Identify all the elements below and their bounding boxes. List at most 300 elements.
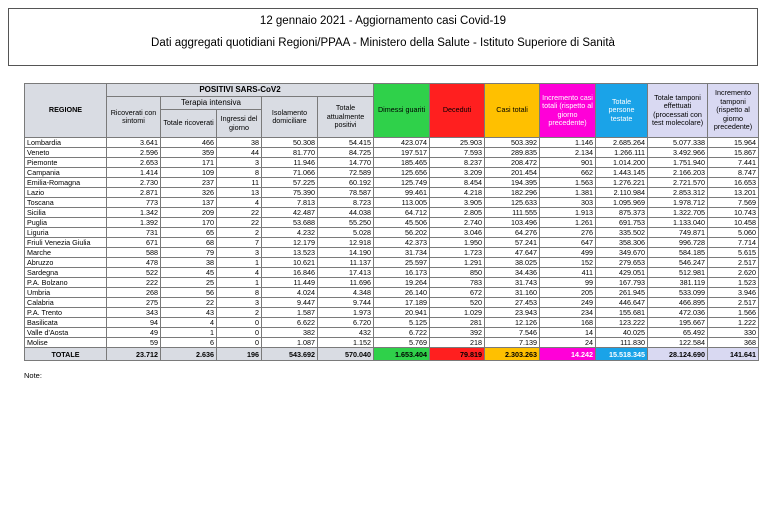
cell-incremento-casi: 234 xyxy=(540,308,596,318)
cell-ricoverati: 268 xyxy=(107,288,161,298)
cell-isolamento: 4.024 xyxy=(262,288,318,298)
cell-totale-ricoverati: 109 xyxy=(161,168,217,178)
cell-incremento-casi: 168 xyxy=(540,318,596,328)
cell-persone-testate: 2.685.264 xyxy=(596,138,648,148)
cell-deceduti: 3.905 xyxy=(430,198,485,208)
cell-ingressi: 1 xyxy=(217,258,262,268)
cell-totale-ricoverati: 68 xyxy=(161,238,217,248)
cell-deceduti: 25.903 xyxy=(430,138,485,148)
covid-data-table xyxy=(24,83,759,361)
header-totale-positivi: Totale attualmente positivi xyxy=(318,97,374,138)
cell-totale-ricoverati: 170 xyxy=(161,218,217,228)
cell-dimessi: 26.140 xyxy=(374,288,430,298)
cell-region-name: Toscana xyxy=(25,198,107,208)
cell-deceduti: 4.218 xyxy=(430,188,485,198)
cell-casi-totali: 7.139 xyxy=(485,338,540,348)
cell-totale-positivi: 72.589 xyxy=(318,168,374,178)
cell-casi-totali: 31.743 xyxy=(485,278,540,288)
cell-totale-ricoverati: 56 xyxy=(161,288,217,298)
cell-dimessi: 6.722 xyxy=(374,328,430,338)
cell-ricoverati: 94 xyxy=(107,318,161,328)
cell-casi-totali: 57.241 xyxy=(485,238,540,248)
cell-incremento-casi: 411 xyxy=(540,268,596,278)
cell-persone-testate: 429.051 xyxy=(596,268,648,278)
total-totale-ricoverati: 2.636 xyxy=(161,348,217,361)
cell-incremento-tamponi: 15.867 xyxy=(708,148,759,158)
cell-ingressi: 4 xyxy=(217,198,262,208)
cell-persone-testate: 875.373 xyxy=(596,208,648,218)
cell-ingressi: 8 xyxy=(217,168,262,178)
cell-incremento-casi: 152 xyxy=(540,258,596,268)
cell-persone-testate: 1.014.200 xyxy=(596,158,648,168)
table-row xyxy=(25,148,759,158)
cell-deceduti: 2.805 xyxy=(430,208,485,218)
cell-region-name: Sardegna xyxy=(25,268,107,278)
cell-tamponi: 2.166.203 xyxy=(648,168,708,178)
cell-ricoverati: 1.342 xyxy=(107,208,161,218)
cell-isolamento: 7.813 xyxy=(262,198,318,208)
cell-dimessi: 125.656 xyxy=(374,168,430,178)
table-row xyxy=(25,278,759,288)
table-row xyxy=(25,158,759,168)
header-positivi-group: POSITIVI SARS-CoV2 xyxy=(107,84,374,97)
cell-totale-ricoverati: 326 xyxy=(161,188,217,198)
table-row xyxy=(25,298,759,308)
cell-totale-ricoverati: 209 xyxy=(161,208,217,218)
table-row xyxy=(25,258,759,268)
cell-casi-totali: 503.392 xyxy=(485,138,540,148)
table-row xyxy=(25,238,759,248)
cell-incremento-tamponi: 1.523 xyxy=(708,278,759,288)
cell-deceduti: 783 xyxy=(430,278,485,288)
cell-isolamento: 4.232 xyxy=(262,228,318,238)
table-row xyxy=(25,218,759,228)
cell-region-name: P.A. Trento xyxy=(25,308,107,318)
cell-incremento-tamponi: 13.201 xyxy=(708,188,759,198)
cell-totale-positivi: 9.744 xyxy=(318,298,374,308)
cell-ricoverati: 2.596 xyxy=(107,148,161,158)
cell-dimessi: 17.189 xyxy=(374,298,430,308)
cell-region-name: Emilia-Romagna xyxy=(25,178,107,188)
cell-tamponi: 512.981 xyxy=(648,268,708,278)
cell-totale-positivi: 14.190 xyxy=(318,248,374,258)
table-row xyxy=(25,188,759,198)
cell-incremento-casi: 1.261 xyxy=(540,218,596,228)
cell-isolamento: 382 xyxy=(262,328,318,338)
cell-incremento-casi: 1.146 xyxy=(540,138,596,148)
cell-totale-positivi: 6.720 xyxy=(318,318,374,328)
cell-dimessi: 16.173 xyxy=(374,268,430,278)
cell-ricoverati: 59 xyxy=(107,338,161,348)
cell-totale-positivi: 12.918 xyxy=(318,238,374,248)
cell-isolamento: 57.225 xyxy=(262,178,318,188)
cell-region-name: Piemonte xyxy=(25,158,107,168)
table-row xyxy=(25,228,759,238)
cell-isolamento: 1.587 xyxy=(262,308,318,318)
cell-isolamento: 13.523 xyxy=(262,248,318,258)
cell-region-name: Sicilia xyxy=(25,208,107,218)
total-ingressi: 196 xyxy=(217,348,262,361)
cell-persone-testate: 1.266.111 xyxy=(596,148,648,158)
cell-incremento-tamponi: 7.569 xyxy=(708,198,759,208)
cell-incremento-tamponi: 5.060 xyxy=(708,228,759,238)
cell-ingressi: 0 xyxy=(217,338,262,348)
total-incremento-tamponi: 141.641 xyxy=(708,348,759,361)
cell-deceduti: 8.454 xyxy=(430,178,485,188)
cell-dimessi: 5.125 xyxy=(374,318,430,328)
table-row xyxy=(25,268,759,278)
total-region-name: TOTALE xyxy=(25,348,107,361)
cell-persone-testate: 349.670 xyxy=(596,248,648,258)
cell-isolamento: 16.846 xyxy=(262,268,318,278)
cell-ricoverati: 588 xyxy=(107,248,161,258)
cell-ingressi: 0 xyxy=(217,328,262,338)
cell-tamponi: 2.721.570 xyxy=(648,178,708,188)
cell-dimessi: 20.941 xyxy=(374,308,430,318)
cell-tamponi: 3.492.966 xyxy=(648,148,708,158)
cell-isolamento: 42.487 xyxy=(262,208,318,218)
table-row xyxy=(25,248,759,258)
cell-incremento-casi: 249 xyxy=(540,298,596,308)
cell-tamponi: 65.492 xyxy=(648,328,708,338)
cell-casi-totali: 38.025 xyxy=(485,258,540,268)
cell-isolamento: 6.622 xyxy=(262,318,318,328)
cell-persone-testate: 123.222 xyxy=(596,318,648,328)
cell-dimessi: 197.517 xyxy=(374,148,430,158)
cell-casi-totali: 12.126 xyxy=(485,318,540,328)
cell-incremento-tamponi: 10.743 xyxy=(708,208,759,218)
cell-persone-testate: 1.443.145 xyxy=(596,168,648,178)
table-row xyxy=(25,208,759,218)
cell-ricoverati: 478 xyxy=(107,258,161,268)
cell-ricoverati: 49 xyxy=(107,328,161,338)
cell-tamponi: 381.119 xyxy=(648,278,708,288)
cell-incremento-tamponi: 2.620 xyxy=(708,268,759,278)
cell-incremento-casi: 1.381 xyxy=(540,188,596,198)
cell-incremento-casi: 303 xyxy=(540,198,596,208)
table-row xyxy=(25,318,759,328)
report-subtitle: Dati aggregati quotidiani Regioni/PPAA - Ministero della Salute - Istituto Superiore di Sanità xyxy=(151,37,615,49)
cell-ingressi: 22 xyxy=(217,218,262,228)
cell-persone-testate: 1.095.969 xyxy=(596,198,648,208)
cell-deceduti: 7.593 xyxy=(430,148,485,158)
cell-totale-positivi: 84.725 xyxy=(318,148,374,158)
cell-isolamento: 71.066 xyxy=(262,168,318,178)
cell-incremento-casi: 2.134 xyxy=(540,148,596,158)
header-incremento-tamponi: Incremento tamponi (rispetto al giorno precedente) xyxy=(708,84,759,138)
cell-tamponi: 546.247 xyxy=(648,258,708,268)
cell-totale-ricoverati: 65 xyxy=(161,228,217,238)
cell-tamponi: 1.322.705 xyxy=(648,208,708,218)
cell-ingressi: 8 xyxy=(217,288,262,298)
cell-tamponi: 749.871 xyxy=(648,228,708,238)
cell-ingressi: 3 xyxy=(217,248,262,258)
cell-isolamento: 50.308 xyxy=(262,138,318,148)
cell-deceduti: 2.740 xyxy=(430,218,485,228)
table-row xyxy=(25,288,759,298)
cell-incremento-tamponi: 15.964 xyxy=(708,138,759,148)
cell-totale-ricoverati: 466 xyxy=(161,138,217,148)
cell-region-name: Abruzzo xyxy=(25,258,107,268)
total-deceduti: 79.819 xyxy=(430,348,485,361)
header-totale-ricoverati: Totale ricoverati xyxy=(161,110,217,138)
cell-casi-totali: 182.296 xyxy=(485,188,540,198)
total-ricoverati: 23.712 xyxy=(107,348,161,361)
cell-ingressi: 3 xyxy=(217,298,262,308)
cell-casi-totali: 7.546 xyxy=(485,328,540,338)
cell-tamponi: 996.728 xyxy=(648,238,708,248)
cell-totale-ricoverati: 6 xyxy=(161,338,217,348)
cell-tamponi: 122.584 xyxy=(648,338,708,348)
cell-totale-positivi: 11.137 xyxy=(318,258,374,268)
table-row xyxy=(25,168,759,178)
cell-ricoverati: 2.730 xyxy=(107,178,161,188)
cell-incremento-tamponi: 10.458 xyxy=(708,218,759,228)
cell-region-name: Campania xyxy=(25,168,107,178)
header-dimessi: Dimessi guariti xyxy=(374,84,430,138)
cell-ingressi: 11 xyxy=(217,178,262,188)
cell-incremento-tamponi: 7.714 xyxy=(708,238,759,248)
cell-ricoverati: 2.653 xyxy=(107,158,161,168)
header-terapia-group: Terapia intensiva xyxy=(161,97,262,110)
cell-dimessi: 42.373 xyxy=(374,238,430,248)
cell-incremento-tamponi: 3.946 xyxy=(708,288,759,298)
table-row xyxy=(25,328,759,338)
cell-totale-positivi: 78.587 xyxy=(318,188,374,198)
cell-totale-positivi: 55.250 xyxy=(318,218,374,228)
cell-dimessi: 423.074 xyxy=(374,138,430,148)
cell-casi-totali: 201.454 xyxy=(485,168,540,178)
header-ricoverati: Ricoverati con sintomi xyxy=(107,97,161,138)
header-incremento-casi: Incremento casi totali (rispetto al giorno precedente) xyxy=(540,84,596,138)
cell-incremento-casi: 662 xyxy=(540,168,596,178)
cell-region-name: Calabria xyxy=(25,298,107,308)
cell-ricoverati: 731 xyxy=(107,228,161,238)
cell-ricoverati: 2.871 xyxy=(107,188,161,198)
cell-persone-testate: 155.681 xyxy=(596,308,648,318)
cell-incremento-tamponi: 2.517 xyxy=(708,298,759,308)
cell-casi-totali: 31.160 xyxy=(485,288,540,298)
cell-totale-ricoverati: 1 xyxy=(161,328,217,338)
cell-ingressi: 13 xyxy=(217,188,262,198)
total-casi-totali: 2.303.263 xyxy=(485,348,540,361)
cell-persone-testate: 1.276.221 xyxy=(596,178,648,188)
cell-region-name: Puglia xyxy=(25,218,107,228)
cell-deceduti: 3.046 xyxy=(430,228,485,238)
cell-persone-testate: 691.753 xyxy=(596,218,648,228)
cell-casi-totali: 194.395 xyxy=(485,178,540,188)
note-label: Note: xyxy=(24,371,42,380)
cell-incremento-casi: 205 xyxy=(540,288,596,298)
cell-ricoverati: 522 xyxy=(107,268,161,278)
total-persone-testate: 15.518.345 xyxy=(596,348,648,361)
cell-casi-totali: 64.276 xyxy=(485,228,540,238)
cell-isolamento: 81.770 xyxy=(262,148,318,158)
cell-incremento-tamponi: 368 xyxy=(708,338,759,348)
cell-persone-testate: 261.945 xyxy=(596,288,648,298)
cell-incremento-tamponi: 8.747 xyxy=(708,168,759,178)
cell-incremento-tamponi: 16.653 xyxy=(708,178,759,188)
cell-tamponi: 1.978.712 xyxy=(648,198,708,208)
cell-ingressi: 1 xyxy=(217,278,262,288)
cell-totale-ricoverati: 22 xyxy=(161,298,217,308)
total-isolamento: 543.692 xyxy=(262,348,318,361)
cell-incremento-casi: 276 xyxy=(540,228,596,238)
cell-persone-testate: 2.110.984 xyxy=(596,188,648,198)
total-tamponi: 28.124.690 xyxy=(648,348,708,361)
cell-deceduti: 218 xyxy=(430,338,485,348)
cell-totale-positivi: 44.038 xyxy=(318,208,374,218)
table-body xyxy=(25,138,759,348)
cell-deceduti: 520 xyxy=(430,298,485,308)
cell-tamponi: 1.133.040 xyxy=(648,218,708,228)
cell-totale-positivi: 54.415 xyxy=(318,138,374,148)
cell-deceduti: 1.723 xyxy=(430,248,485,258)
table-row xyxy=(25,178,759,188)
cell-region-name: Lazio xyxy=(25,188,107,198)
cell-totale-positivi: 5.028 xyxy=(318,228,374,238)
cell-region-name: Molise xyxy=(25,338,107,348)
cell-ingressi: 3 xyxy=(217,158,262,168)
cell-casi-totali: 23.943 xyxy=(485,308,540,318)
cell-totale-ricoverati: 43 xyxy=(161,308,217,318)
report-title: 12 gennaio 2021 - Aggiornamento casi Covid-19 xyxy=(259,15,507,27)
cell-dimessi: 113.005 xyxy=(374,198,430,208)
total-incremento-casi: 14.242 xyxy=(540,348,596,361)
cell-region-name: Lombardia xyxy=(25,138,107,148)
cell-ricoverati: 1.414 xyxy=(107,168,161,178)
cell-ingressi: 0 xyxy=(217,318,262,328)
cell-incremento-casi: 1.913 xyxy=(540,208,596,218)
cell-isolamento: 12.179 xyxy=(262,238,318,248)
cell-persone-testate: 40.025 xyxy=(596,328,648,338)
cell-totale-ricoverati: 4 xyxy=(161,318,217,328)
cell-ingressi: 44 xyxy=(217,148,262,158)
cell-deceduti: 1.291 xyxy=(430,258,485,268)
cell-region-name: Friuli Venezia Giulia xyxy=(25,238,107,248)
header-regione: REGIONE xyxy=(25,84,107,138)
total-totale-positivi: 570.040 xyxy=(318,348,374,361)
cell-deceduti: 1.029 xyxy=(430,308,485,318)
cell-ricoverati: 275 xyxy=(107,298,161,308)
cell-casi-totali: 289.835 xyxy=(485,148,540,158)
cell-deceduti: 392 xyxy=(430,328,485,338)
cell-totale-ricoverati: 45 xyxy=(161,268,217,278)
cell-tamponi: 466.895 xyxy=(648,298,708,308)
cell-incremento-casi: 647 xyxy=(540,238,596,248)
header-casi-totali: Casi totali xyxy=(485,84,540,138)
cell-region-name: Valle d'Aosta xyxy=(25,328,107,338)
cell-ricoverati: 773 xyxy=(107,198,161,208)
cell-incremento-tamponi: 2.517 xyxy=(708,258,759,268)
cell-ricoverati: 343 xyxy=(107,308,161,318)
cell-tamponi: 2.853.312 xyxy=(648,188,708,198)
cell-deceduti: 672 xyxy=(430,288,485,298)
cell-tamponi: 472.036 xyxy=(648,308,708,318)
table-row xyxy=(25,138,759,148)
header-tamponi: Totale tamponi effettuati (processati con test molecolare) xyxy=(648,84,708,138)
cell-incremento-casi: 14 xyxy=(540,328,596,338)
cell-incremento-tamponi: 1.222 xyxy=(708,318,759,328)
cell-persone-testate: 446.647 xyxy=(596,298,648,308)
cell-totale-positivi: 60.192 xyxy=(318,178,374,188)
cell-casi-totali: 47.647 xyxy=(485,248,540,258)
cell-deceduti: 3.209 xyxy=(430,168,485,178)
cell-totale-positivi: 11.696 xyxy=(318,278,374,288)
cell-deceduti: 1.950 xyxy=(430,238,485,248)
cell-totale-positivi: 17.413 xyxy=(318,268,374,278)
cell-ingressi: 2 xyxy=(217,228,262,238)
cell-totale-positivi: 14.770 xyxy=(318,158,374,168)
cell-totale-ricoverati: 359 xyxy=(161,148,217,158)
cell-region-name: Liguria xyxy=(25,228,107,238)
cell-isolamento: 11.946 xyxy=(262,158,318,168)
cell-casi-totali: 208.472 xyxy=(485,158,540,168)
cell-ricoverati: 222 xyxy=(107,278,161,288)
report-header xyxy=(8,8,758,66)
cell-persone-testate: 167.793 xyxy=(596,278,648,288)
cell-ricoverati: 1.392 xyxy=(107,218,161,228)
cell-isolamento: 53.688 xyxy=(262,218,318,228)
cell-dimessi: 31.734 xyxy=(374,248,430,258)
cell-totale-positivi: 1.973 xyxy=(318,308,374,318)
cell-totale-positivi: 1.152 xyxy=(318,338,374,348)
cell-deceduti: 850 xyxy=(430,268,485,278)
cell-isolamento: 11.449 xyxy=(262,278,318,288)
cell-ingressi: 4 xyxy=(217,268,262,278)
cell-incremento-casi: 24 xyxy=(540,338,596,348)
cell-casi-totali: 103.496 xyxy=(485,218,540,228)
cell-region-name: Marche xyxy=(25,248,107,258)
cell-ricoverati: 3.641 xyxy=(107,138,161,148)
cell-incremento-casi: 499 xyxy=(540,248,596,258)
cell-tamponi: 1.751.940 xyxy=(648,158,708,168)
cell-region-name: Veneto xyxy=(25,148,107,158)
cell-totale-ricoverati: 171 xyxy=(161,158,217,168)
total-dimessi: 1.653.404 xyxy=(374,348,430,361)
cell-region-name: P.A. Bolzano xyxy=(25,278,107,288)
header-persone-testate: Totale persone testate xyxy=(596,84,648,138)
cell-region-name: Umbria xyxy=(25,288,107,298)
cell-persone-testate: 279.653 xyxy=(596,258,648,268)
cell-isolamento: 9.447 xyxy=(262,298,318,308)
cell-totale-positivi: 8.723 xyxy=(318,198,374,208)
totals-row xyxy=(25,348,759,361)
cell-isolamento: 10.621 xyxy=(262,258,318,268)
table-row xyxy=(25,308,759,318)
cell-incremento-casi: 99 xyxy=(540,278,596,288)
cell-ingressi: 2 xyxy=(217,308,262,318)
cell-dimessi: 5.769 xyxy=(374,338,430,348)
cell-ingressi: 7 xyxy=(217,238,262,248)
cell-incremento-tamponi: 7.441 xyxy=(708,158,759,168)
cell-dimessi: 45.506 xyxy=(374,218,430,228)
cell-casi-totali: 125.633 xyxy=(485,198,540,208)
cell-tamponi: 584.185 xyxy=(648,248,708,258)
cell-dimessi: 125.749 xyxy=(374,178,430,188)
cell-tamponi: 5.077.338 xyxy=(648,138,708,148)
cell-ingressi: 38 xyxy=(217,138,262,148)
cell-deceduti: 281 xyxy=(430,318,485,328)
cell-casi-totali: 34.436 xyxy=(485,268,540,278)
cell-persone-testate: 111.830 xyxy=(596,338,648,348)
cell-incremento-casi: 901 xyxy=(540,158,596,168)
cell-totale-ricoverati: 237 xyxy=(161,178,217,188)
cell-casi-totali: 27.453 xyxy=(485,298,540,308)
cell-persone-testate: 358.306 xyxy=(596,238,648,248)
cell-ingressi: 22 xyxy=(217,208,262,218)
cell-isolamento: 75.390 xyxy=(262,188,318,198)
